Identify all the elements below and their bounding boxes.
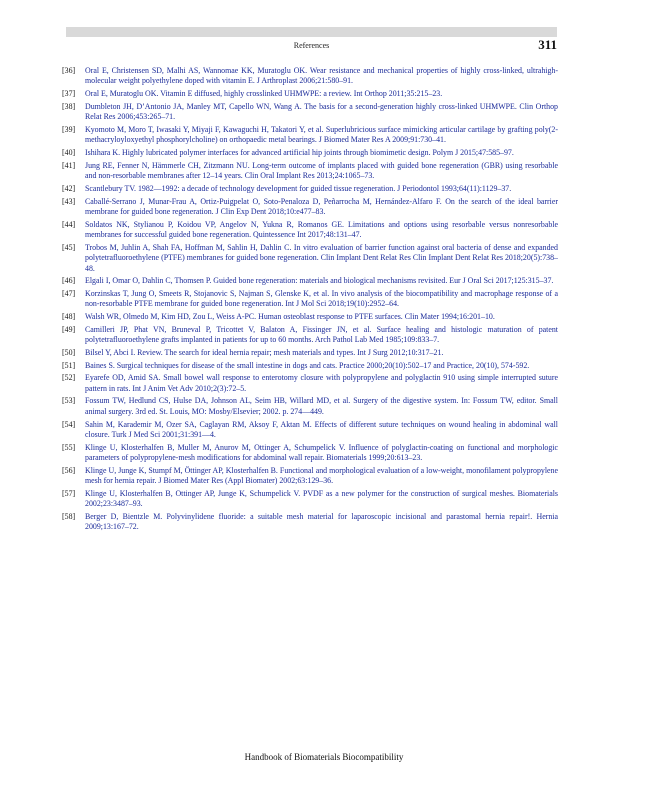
reference-link[interactable]: Dumbleton JH, D’Antonio JA, Manley MT, Capello WN, Wang A. The basis for a second-generation highly cross-linked UHMWPE. Clin Orthop Relat Res 2006;453:265–71. [85,101,558,122]
reference-entry [62,373,558,394]
reference-number: [57] [62,488,76,498]
running-header [66,38,557,54]
reference-entry [62,361,558,371]
page-number: 311 [538,37,557,52]
reference-entry [62,348,558,358]
reference-entry [62,89,558,99]
header-band [66,27,557,37]
reference-link[interactable]: Elgali I, Omar O, Dahlin C, Thomsen P. Guided bone regeneration: materials and biological mechanisms revisited. Eur J Oral Sci 2017;125:315–37. [85,276,554,286]
reference-list [62,66,558,535]
reference-entry [62,243,558,274]
reference-number: [46] [62,276,76,286]
reference-number: [58] [62,511,76,521]
reference-link[interactable]: Bilsel Y, Abci I. Review. The search for ideal hernia repair; mesh materials and types. Int J Surg 2012;10:317–21. [85,347,444,357]
reference-link[interactable]: Fossum TW, Hedlund CS, Hulse DA, Johnson AL, Seim HB, Willard MD, et al. Surgery of the digestive system. In: Fossum TW, editor. Small animal surgery. 3rd ed. St. Louis, MO: Mosby/Elsevier; 2002. p. 274—449. [85,396,558,416]
reference-link[interactable]: Walsh WR, Olmedo M, Kim HD, Zou L, Weiss A-PC. Human osteoblast response to PTFE surfaces. Clin Mater 1994;16:201–10. [85,312,495,322]
reference-entry [62,125,558,146]
reference-number: [38] [62,101,76,111]
reference-entry [62,161,558,182]
reference-number: [52] [62,373,76,383]
reference-link[interactable]: Scantlebury TV. 1982—1992: a decade of technology development for guided tissue regeneration. J Periodontol 1993;64(11):1129–37. [85,183,512,193]
reference-link[interactable]: Oral E, Christensen SD, Malhi AS, Wannomae KK, Muratoglu OK. Wear resistance and mechanical properties of highly cross-linked, ultrahigh-molecular weight polyethylene doped with vitamin E. J Arthroplast 2006;21:580–91. [85,66,558,86]
reference-number: [45] [62,242,76,252]
reference-entry [62,325,558,346]
reference-number: [37] [62,89,76,99]
reference-number: [42] [62,183,76,193]
reference-entry [62,184,558,194]
book-title: Handbook of Biomaterials Biocompatibility [244,752,404,762]
reference-link[interactable]: Jung RE, Fenner N, Hämmerle CH, Zitzmann NU. Long-term outcome of implants placed with guided bone regeneration (GBR) using resorbable and non-resorbable membranes after 12–14 years. Clin Oral Implant Res 2013;24:1065–73. [85,160,558,181]
reference-link[interactable]: Oral E, Muratoglu OK. Vitamin E diffused, highly crosslinked UHMWPE: a review. Int Orthop 2011;35:215–23. [85,89,443,99]
reference-link[interactable]: Klinge U, Klosterhalfen B, Muller M, Anurov M, Ottinger A, Schumpelick V. Influence of polyglactin-coating on functional and morphologic parameters of polypropylene-mesh modifications for abdominal wall repair. Biomaterials 1999;20:613–23. [85,442,558,463]
reference-number: [54] [62,419,76,429]
reference-number: [39] [62,124,76,134]
reference-entry [62,148,558,158]
reference-number: [40] [62,148,76,158]
reference-link[interactable]: Soldatos NK, Stylianou P, Koidou VP, Angelov N, Yukna R, Romanos GE. Limitations and options using resorbable versus nonresorbable membranes for successful guided bone regeneration. Quintessence Int 2017;48:131–47. [85,219,558,240]
reference-number: [48] [62,312,76,322]
reference-link[interactable]: Caballé-Serrano J, Munar-Frau A, Ortiz-Puigpelat O, Soto-Penaloza D, Peñarrocha M, Hernández-Alfaro F. On the search of the ideal barrier membrane for guided bone regeneration. J Clin Exp Dent 2018;10:e477–83. [85,196,558,216]
reference-number: [44] [62,219,76,229]
reference-link[interactable]: Trobos M, Juhlin A, Shah FA, Hoffman M, Sahlin H, Dahlin C. In vitro evaluation of barrier function against oral bacteria of dense and expanded polytetrafluoroethylene (PTFE) membranes for guided bone regeneration. Clin Implant Dent Relat Res Clin Implant Dent Relat Res 2018;20(5):738–48. [85,242,558,273]
reference-link[interactable]: Korzinskas T, Jung O, Smeets R, Stojanovic S, Najman S, Glenske K, et al. In vivo analysis of the biocompatibility and macrophage response of a non-resorbable PTFE membrane for guided bone regeneration. Int J Mol Sci 2018;19(10):2952–64. [85,288,558,309]
reference-link[interactable]: Kyomoto M, Moro T, Iwasaki Y, Miyaji F, Kawaguchi H, Takatori Y, et al. Superlubricious surface mimicking articular cartilage by grafting poly(2-methacryloyloxyethyl phosphorylcholine) on orthopaedic metal bearings. J Biomed Mater Res A 2009;91:730–41. [85,124,558,145]
reference-link[interactable]: Berger D, Bientzle M. Polyvinylidene fluoride: a suitable mesh material for laparoscopic incisional and parastomal hernia repair!. Hernia 2009;13:167–72. [85,511,558,532]
reference-entry [62,289,558,310]
reference-entry [62,512,558,533]
reference-link[interactable]: Ishihara K. Highly lubricated polymer interfaces for advanced artificial hip joints through biomimetic design. Polym J 2015;47:585–97. [85,148,514,158]
reference-entry [62,276,558,286]
reference-entry [62,489,558,510]
reference-link[interactable]: Sahin M, Karademir M, Ozer SA, Caglayan RM, Aksoy F, Aktan M. Effects of different suture techniques on wound healing in abdominal wall closure. Turk J Med Sci 2001;31:391—4. [85,419,558,439]
reference-number: [55] [62,442,76,452]
reference-entry [62,312,558,322]
reference-number: [50] [62,347,76,357]
reference-entry [62,420,558,441]
reference-link[interactable]: Klinge U, Junge K, Stumpf M, Öttinger AP, Klosterhalfen B. Functional and morphological evaluation of a low-weight, monofilament polypropylene mesh for hernia repair. J Biomed Mater Res (Appl Biomater) 2002;63:129–36. [85,465,558,486]
reference-entry [62,396,558,417]
reference-entry [62,466,558,487]
reference-link[interactable]: Baines S. Surgical techniques for disease of the small intestine in dogs and cats. Practice 2000;20(10):502–17 and Practice, 20(10), 574-592. [85,360,530,370]
running-title: References [293,41,330,50]
reference-number: [41] [62,160,76,170]
reference-number: [43] [62,196,76,206]
reference-entry [62,66,558,87]
reference-link[interactable]: Camilleri JP, Phat VN, Bruneval P, Tricottet V, Balaton A, Fissinger JN, et al. Surface healing and histologic maturation of patent polytetrafluoroethylene grafts implanted in patients for up to 60 months. Arch Pathol Lab Med 1985;109:833–7. [85,324,558,345]
reference-link[interactable]: Klinge U, Klosterhalfen B, Ottinger AP, Junge K, Schumpelick V. PVDF as a new polymer for the construction of surgical meshes. Biomaterials 2002;23:3487–93. [85,488,558,509]
reference-number: [36] [62,66,76,75]
reference-entry [62,102,558,123]
reference-number: [49] [62,324,76,334]
reference-link[interactable]: Eyarefe OD, Amid SA. Small bowel wall response to enterotomy closure with polypropylene and polyglactin 910 using simple interrupted suture pattern in rats. Int J Anim Vet Adv 2010;2(3):72–5. [85,373,558,393]
reference-entry [62,220,558,241]
reference-number: [51] [62,360,76,370]
reference-number: [53] [62,396,76,406]
reference-number: [56] [62,465,76,475]
reference-entry [62,197,558,218]
reference-number: [47] [62,288,76,298]
reference-entry [62,443,558,464]
